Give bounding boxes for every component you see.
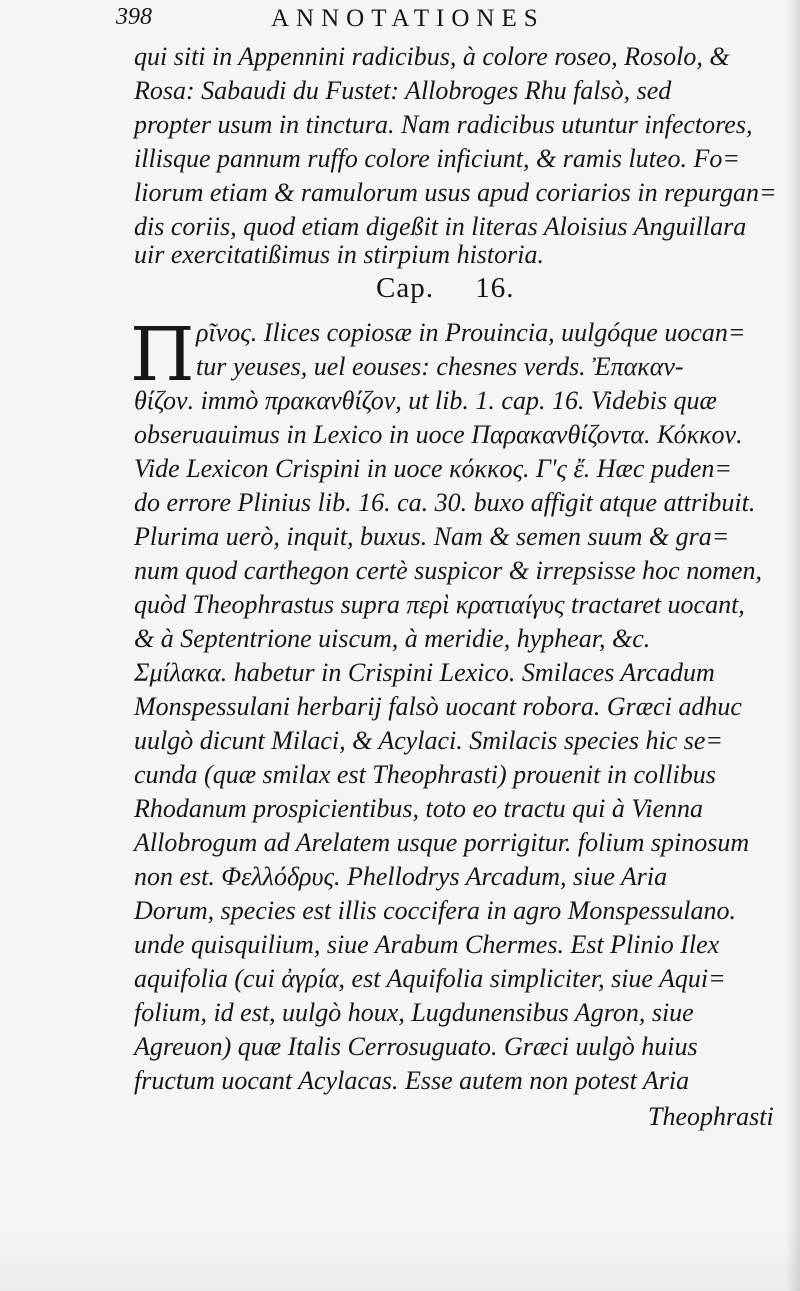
text-line: Plurima uerò, inquit, buxus. Nam & semen suum & gra= <box>134 522 730 551</box>
text-line: propter usum in tinctura. Nam radicibus utuntur infectores, <box>134 110 753 139</box>
text-line: Σμίλακα. habetur in Crispini Lexico. Smilaces Arcadum <box>134 658 715 687</box>
page-bottom-shade <box>0 1231 800 1291</box>
text-line: & à Septentrione uiscum, à meridie, hyphear, &c. <box>134 624 651 653</box>
text-line: Vide Lexicon Crispini in uoce κόκκος. Γ'ς ἔ. Hæc puden= <box>134 454 732 483</box>
text-line: Allobrogum ad Arelatem usque porrigitur. folium spinosum <box>134 828 750 857</box>
page-gutter-shadow <box>786 0 800 1291</box>
chapter-heading: Cap. 16. <box>376 272 515 304</box>
page-header <box>116 4 776 34</box>
text-line: unde quisquilium, siue Arabum Chermes. Est Plinio Ilex <box>134 930 720 959</box>
text-line: uulgò dicunt Milaci, & Acylaci. Smilacis species hic se= <box>134 726 723 755</box>
text-line: obseruauimus in Lexico in uoce Παρακανθίζοντα. Κόκκον. <box>134 420 743 449</box>
text-line: dis coriis, quod etiam digeßit in literas Aloisius Anguillara <box>134 212 747 241</box>
text-line: Agreuon) quæ Italis Cerrosuguato. Græci uulgò huius <box>134 1032 698 1061</box>
text-line: Rhodanum prospicientibus, toto eo tractu qui à Vienna <box>134 794 704 823</box>
text-line: num quod carthegon certè suspicor & irrepsisse hoc nomen, <box>134 556 763 585</box>
drop-cap: Π <box>130 312 195 398</box>
text-line: ρῖνος. Ilices copiosæ in Prouincia, uulgóque uocan= <box>196 318 746 347</box>
catchword: Theophrasti <box>648 1102 774 1131</box>
text-line: qui siti in Appennini radicibus, à colore roseo, Rosolo, & <box>134 42 730 71</box>
text-line: Dorum, species est illis coccifera in agro Monspessulano. <box>134 896 737 925</box>
text-line: do errore Plinius lib. 16. ca. 30. buxo affigit atque attribuit. <box>134 488 756 517</box>
text-line: fructum uocant Acylacas. Esse autem non potest Aria <box>134 1066 690 1095</box>
text-line: illisque pannum ruffo colore inficiunt, & ramis luteo. Fo= <box>134 144 740 173</box>
text-line: Rosa: Sabaudi du Fustet: Allobroges Rhu falsò, sed <box>134 76 672 105</box>
text-line: non est. Φελλόδρυς. Phellodrys Arcadum, siue Aria <box>134 862 668 891</box>
text-line: Monspessulani herbarij falsò uocant robora. Græci adhuc <box>134 692 742 721</box>
text-line: cunda (quæ smilax est Theophrasti) prouenit in collibus <box>134 760 716 789</box>
text-line: aquifolia (cui ἀγρία, est Aquifolia simpliciter, siue Aqui= <box>134 964 726 993</box>
text-line: θίζον. immò πρακανθίζον, ut lib. 1. cap. 16. Videbis quæ <box>134 386 717 415</box>
running-title: ANNOTATIONES <box>271 5 545 32</box>
text-line: uir exercitatißimus in stirpium historia. <box>134 240 544 269</box>
page-number: 398 <box>116 4 152 30</box>
text-line: quòd Theophrastus supra περὶ κρατιαίγυς tractaret uocant, <box>134 590 745 619</box>
text-line: liorum etiam & ramulorum usus apud coriarios in repurgan= <box>134 178 777 207</box>
text-line: folium, id est, uulgò houx, Lugdunensibus Agron, siue <box>134 998 694 1027</box>
text-line: tur yeuses, uel eouses: chesnes verds. Ἐπακαν- <box>196 352 684 381</box>
